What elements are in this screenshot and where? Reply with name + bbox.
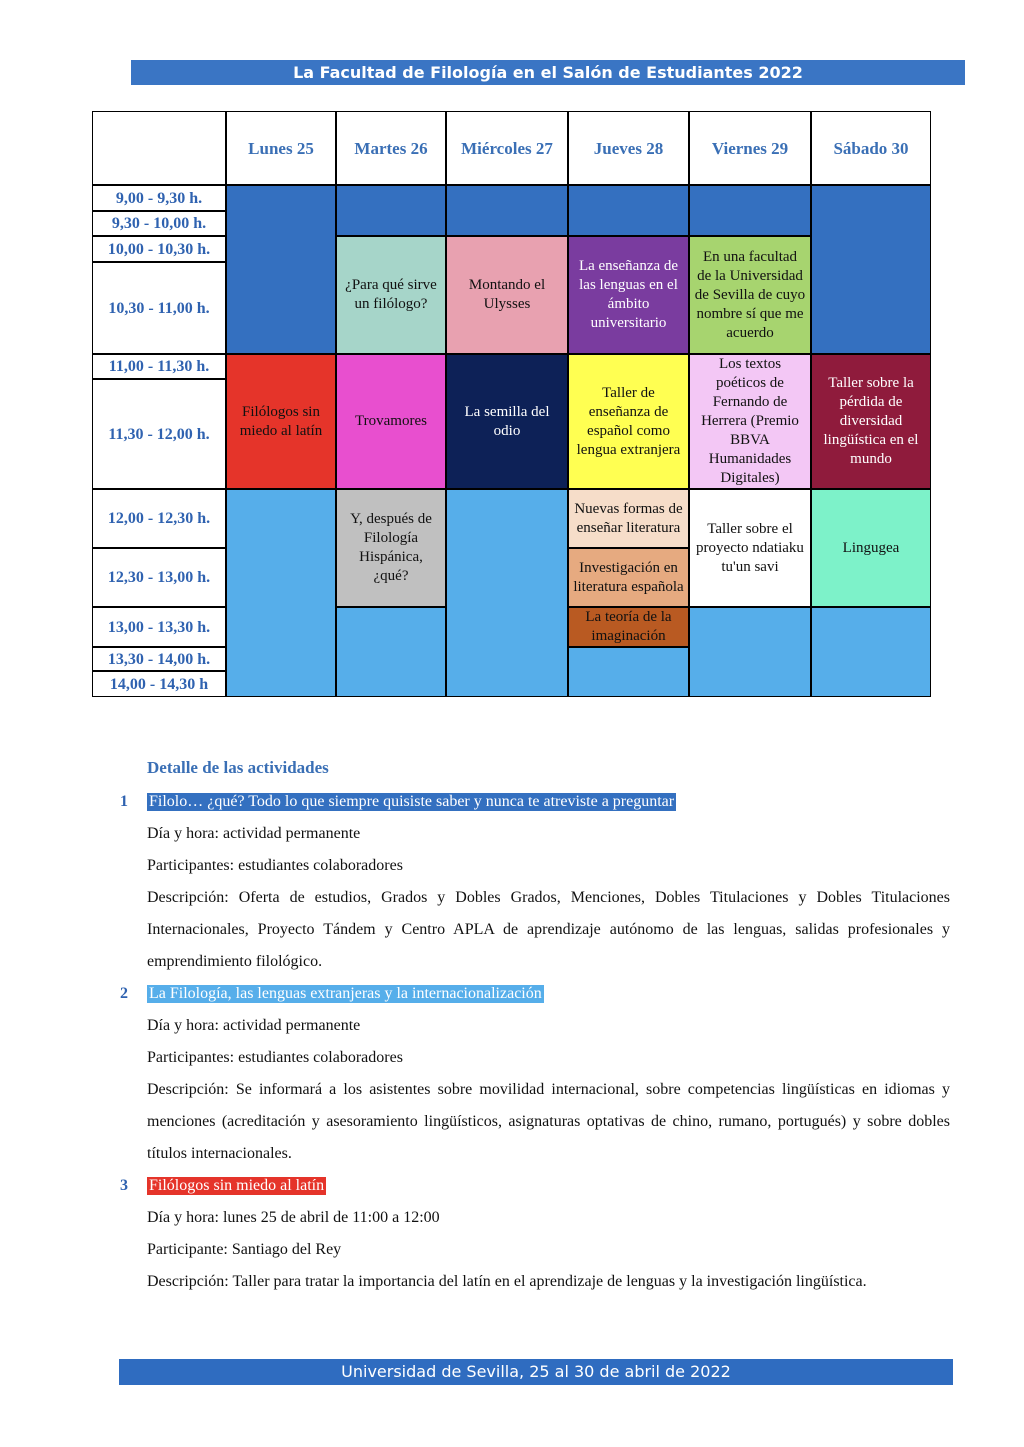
activity-2-description: Descripción: Se informará a los asistentes sobre movilidad internacional, sobre competencias lingüísticas en idiomas y menciones (acreditación y asesoramiento lingüísticos, asignaturas optativas de chino, rumano, portugués) y sobre dobles títulos internacionales.	[147, 1081, 950, 1162]
activity-2-number: 2	[120, 985, 128, 1002]
footer-text: Universidad de Sevilla, 25 al 30 de abril de 2022	[341, 1362, 731, 1381]
footer-banner	[119, 1359, 953, 1385]
friday-late-block	[689, 607, 811, 697]
monday-midday-block	[226, 489, 336, 697]
event-facultad-sevilla: En una facultad de la Universidad de Sevilla de cuyo nombre sí que me acuerdo	[689, 236, 811, 354]
event-taller-espanol: Taller de enseñanza de español como lengua extranjera	[568, 354, 689, 489]
time-slot-label: 13,00 - 13,30 h.	[92, 607, 226, 647]
event-ensenanza-lenguas: La enseñanza de las lenguas en el ámbito universitario	[568, 236, 689, 354]
day-header: Miércoles 27	[446, 111, 568, 185]
time-slot-label: 13,30 - 14,00 h.	[92, 647, 226, 671]
activity-1-title: Filolo… ¿qué? Todo lo que siempre quisiste saber y nunca te atreviste a preguntar	[149, 793, 675, 810]
activity-3-day-time: Día y hora: lunes 25 de abril de 11:00 a 12:00	[147, 1209, 440, 1226]
event-para-que-sirve: ¿Para qué sirve un filólogo?	[336, 236, 446, 354]
time-slot-label: 12,00 - 12,30 h.	[92, 489, 226, 548]
time-slot-label: 9,00 - 9,30 h.	[92, 185, 226, 211]
activity-1-number: 1	[120, 793, 128, 810]
time-slot-label: 10,30 - 11,00 h.	[92, 262, 226, 354]
day-header: Martes 26	[336, 111, 446, 185]
thursday-late-block	[568, 647, 689, 697]
event-filologia-hispanica: Y, después de Filología Hispánica, ¿qué?	[336, 489, 446, 607]
event-semilla-odio: La semilla del odio	[446, 354, 568, 489]
time-slot-label: 14,00 - 14,30 h	[92, 671, 226, 697]
time-slot-label: 9,30 - 10,00 h.	[92, 211, 226, 236]
page-title: La Facultad de Filología en el Salón de Estudiantes 2022	[293, 63, 803, 82]
monday-morning-block	[226, 185, 336, 354]
tuesday-late-block	[336, 607, 446, 697]
header-corner-cell	[92, 111, 226, 185]
event-textos-herrera: Los textos poéticos de Fernando de Herrera (Premio BBVA Humanidades Digitales)	[689, 354, 811, 489]
tuesday-early-block	[336, 185, 446, 236]
event-montando-ulysses: Montando el Ulysses	[446, 236, 568, 354]
event-ndatiaku: Taller sobre el proyecto ndatiaku tu'un savi	[689, 489, 811, 607]
activity-3-title: Filólogos sin miedo al latín	[149, 1177, 325, 1194]
activity-2-day-time: Día y hora: actividad permanente	[147, 1017, 361, 1034]
day-header: Jueves 28	[568, 111, 689, 185]
time-slot-label: 11,00 - 11,30 h.	[92, 354, 226, 379]
activity-3-description: Descripción: Taller para tratar la importancia del latín en el aprendizaje de lenguas y la investigación lingüística.	[147, 1273, 867, 1290]
time-slot-label: 12,30 - 13,00 h.	[92, 548, 226, 607]
event-diversidad-linguistica: Taller sobre la pérdida de diversidad lingüística en el mundo	[811, 354, 931, 489]
event-investigacion-literatura: Investigación en literatura española	[568, 548, 689, 607]
saturday-late-block	[811, 607, 931, 697]
event-trovamores: Trovamores	[336, 354, 446, 489]
day-header: Lunes 25	[226, 111, 336, 185]
time-slot-label: 11,30 - 12,00 h.	[92, 379, 226, 489]
wednesday-early-block	[446, 185, 568, 236]
saturday-morning-block	[811, 185, 931, 354]
event-lingugea: Lingugea	[811, 489, 931, 607]
activity-1-day-time: Día y hora: actividad permanente	[147, 825, 361, 842]
details-section-title: Detalle de las actividades	[147, 758, 329, 777]
friday-early-block	[689, 185, 811, 236]
activity-1-description: Descripción: Oferta de estudios, Grados y Dobles Grados, Menciones, Dobles Titulaciones y Dobles Titulaciones Internacionales, Proyecto Tándem y Centro APLA de aprendizaje autónomo de las lenguas, salidas profesionales y emprendimiento filológico.	[147, 889, 950, 970]
page-title-banner	[131, 60, 965, 85]
wednesday-midday-block	[446, 489, 568, 697]
activity-3-participants: Participante: Santiago del Rey	[147, 1241, 342, 1258]
thursday-early-block	[568, 185, 689, 236]
activity-1-participants: Participantes: estudiantes colaboradores	[147, 857, 403, 874]
day-header: Sábado 30	[811, 111, 931, 185]
activity-2-title: La Filología, las lenguas extranjeras y la internacionalización	[149, 985, 542, 1002]
event-filologos-latin: Filólogos sin miedo al latín	[226, 354, 336, 489]
event-teoria-imaginacion: La teoría de la imaginación	[568, 607, 689, 647]
time-slot-label: 10,00 - 10,30 h.	[92, 236, 226, 262]
event-nuevas-formas: Nuevas formas de enseñar literatura	[568, 489, 689, 548]
activity-3-number: 3	[120, 1177, 128, 1194]
activity-2-participants: Participantes: estudiantes colaboradores	[147, 1049, 403, 1066]
day-header: Viernes 29	[689, 111, 811, 185]
